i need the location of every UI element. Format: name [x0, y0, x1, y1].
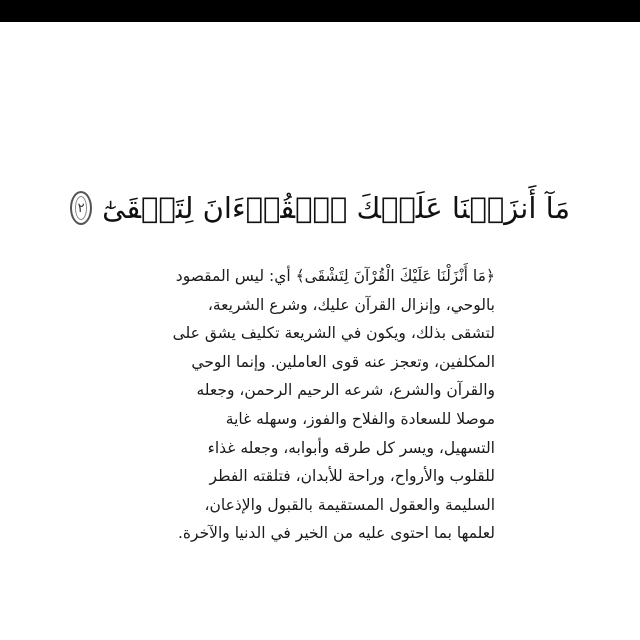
tafsir-line: السليمة والعقول المستقيمة بالقبول والإذعان، — [204, 495, 495, 514]
tafsir-line: بالوحي، وإنزال القرآن عليك، وشرع الشريعة، — [207, 295, 495, 314]
ayah-number-marker: ٢ — [70, 191, 92, 225]
verse-heading — [70, 168, 570, 248]
tafsir-line: والقرآن والشرع، شرعه الرحيم الرحمن، وجعله — [196, 381, 495, 400]
verse-text: مَآ أَنزَلۡنَا عَلَيۡكَ ٱلۡقُرۡءَانَ لِتَشۡقَىٰٓ — [102, 191, 570, 225]
tafsir-line: موصلا للسعادة والفلاح والفوز، وسهله غاية — [225, 409, 495, 428]
tafsir-line: ﴿مَا أَنْزَلْنَا عَلَيْكَ الْقُرْآنَ لِتَشْقَى﴾ أي: ليس المقصود — [175, 267, 495, 285]
top-bar — [0, 0, 640, 22]
tafsir-line: لتشقى بذلك، ويكون في الشريعة تكليف يشق على — [172, 324, 495, 343]
tafsir-line: المكلفين، وتعجز عنه قوى العاملين. وإنما الوحي — [191, 352, 495, 371]
tafsir-paragraph — [150, 262, 495, 548]
tafsir-line: للقلوب والأرواح، وراحة للأبدان، فتلقته الفطر — [209, 467, 495, 486]
tafsir-line: لعلمها بما احتوى عليه من الخير في الدنيا والآخرة. — [177, 524, 495, 543]
tafsir-line: التسهيل، ويسر كل طرقه وأبوابه، وجعله غذاء — [207, 438, 495, 457]
